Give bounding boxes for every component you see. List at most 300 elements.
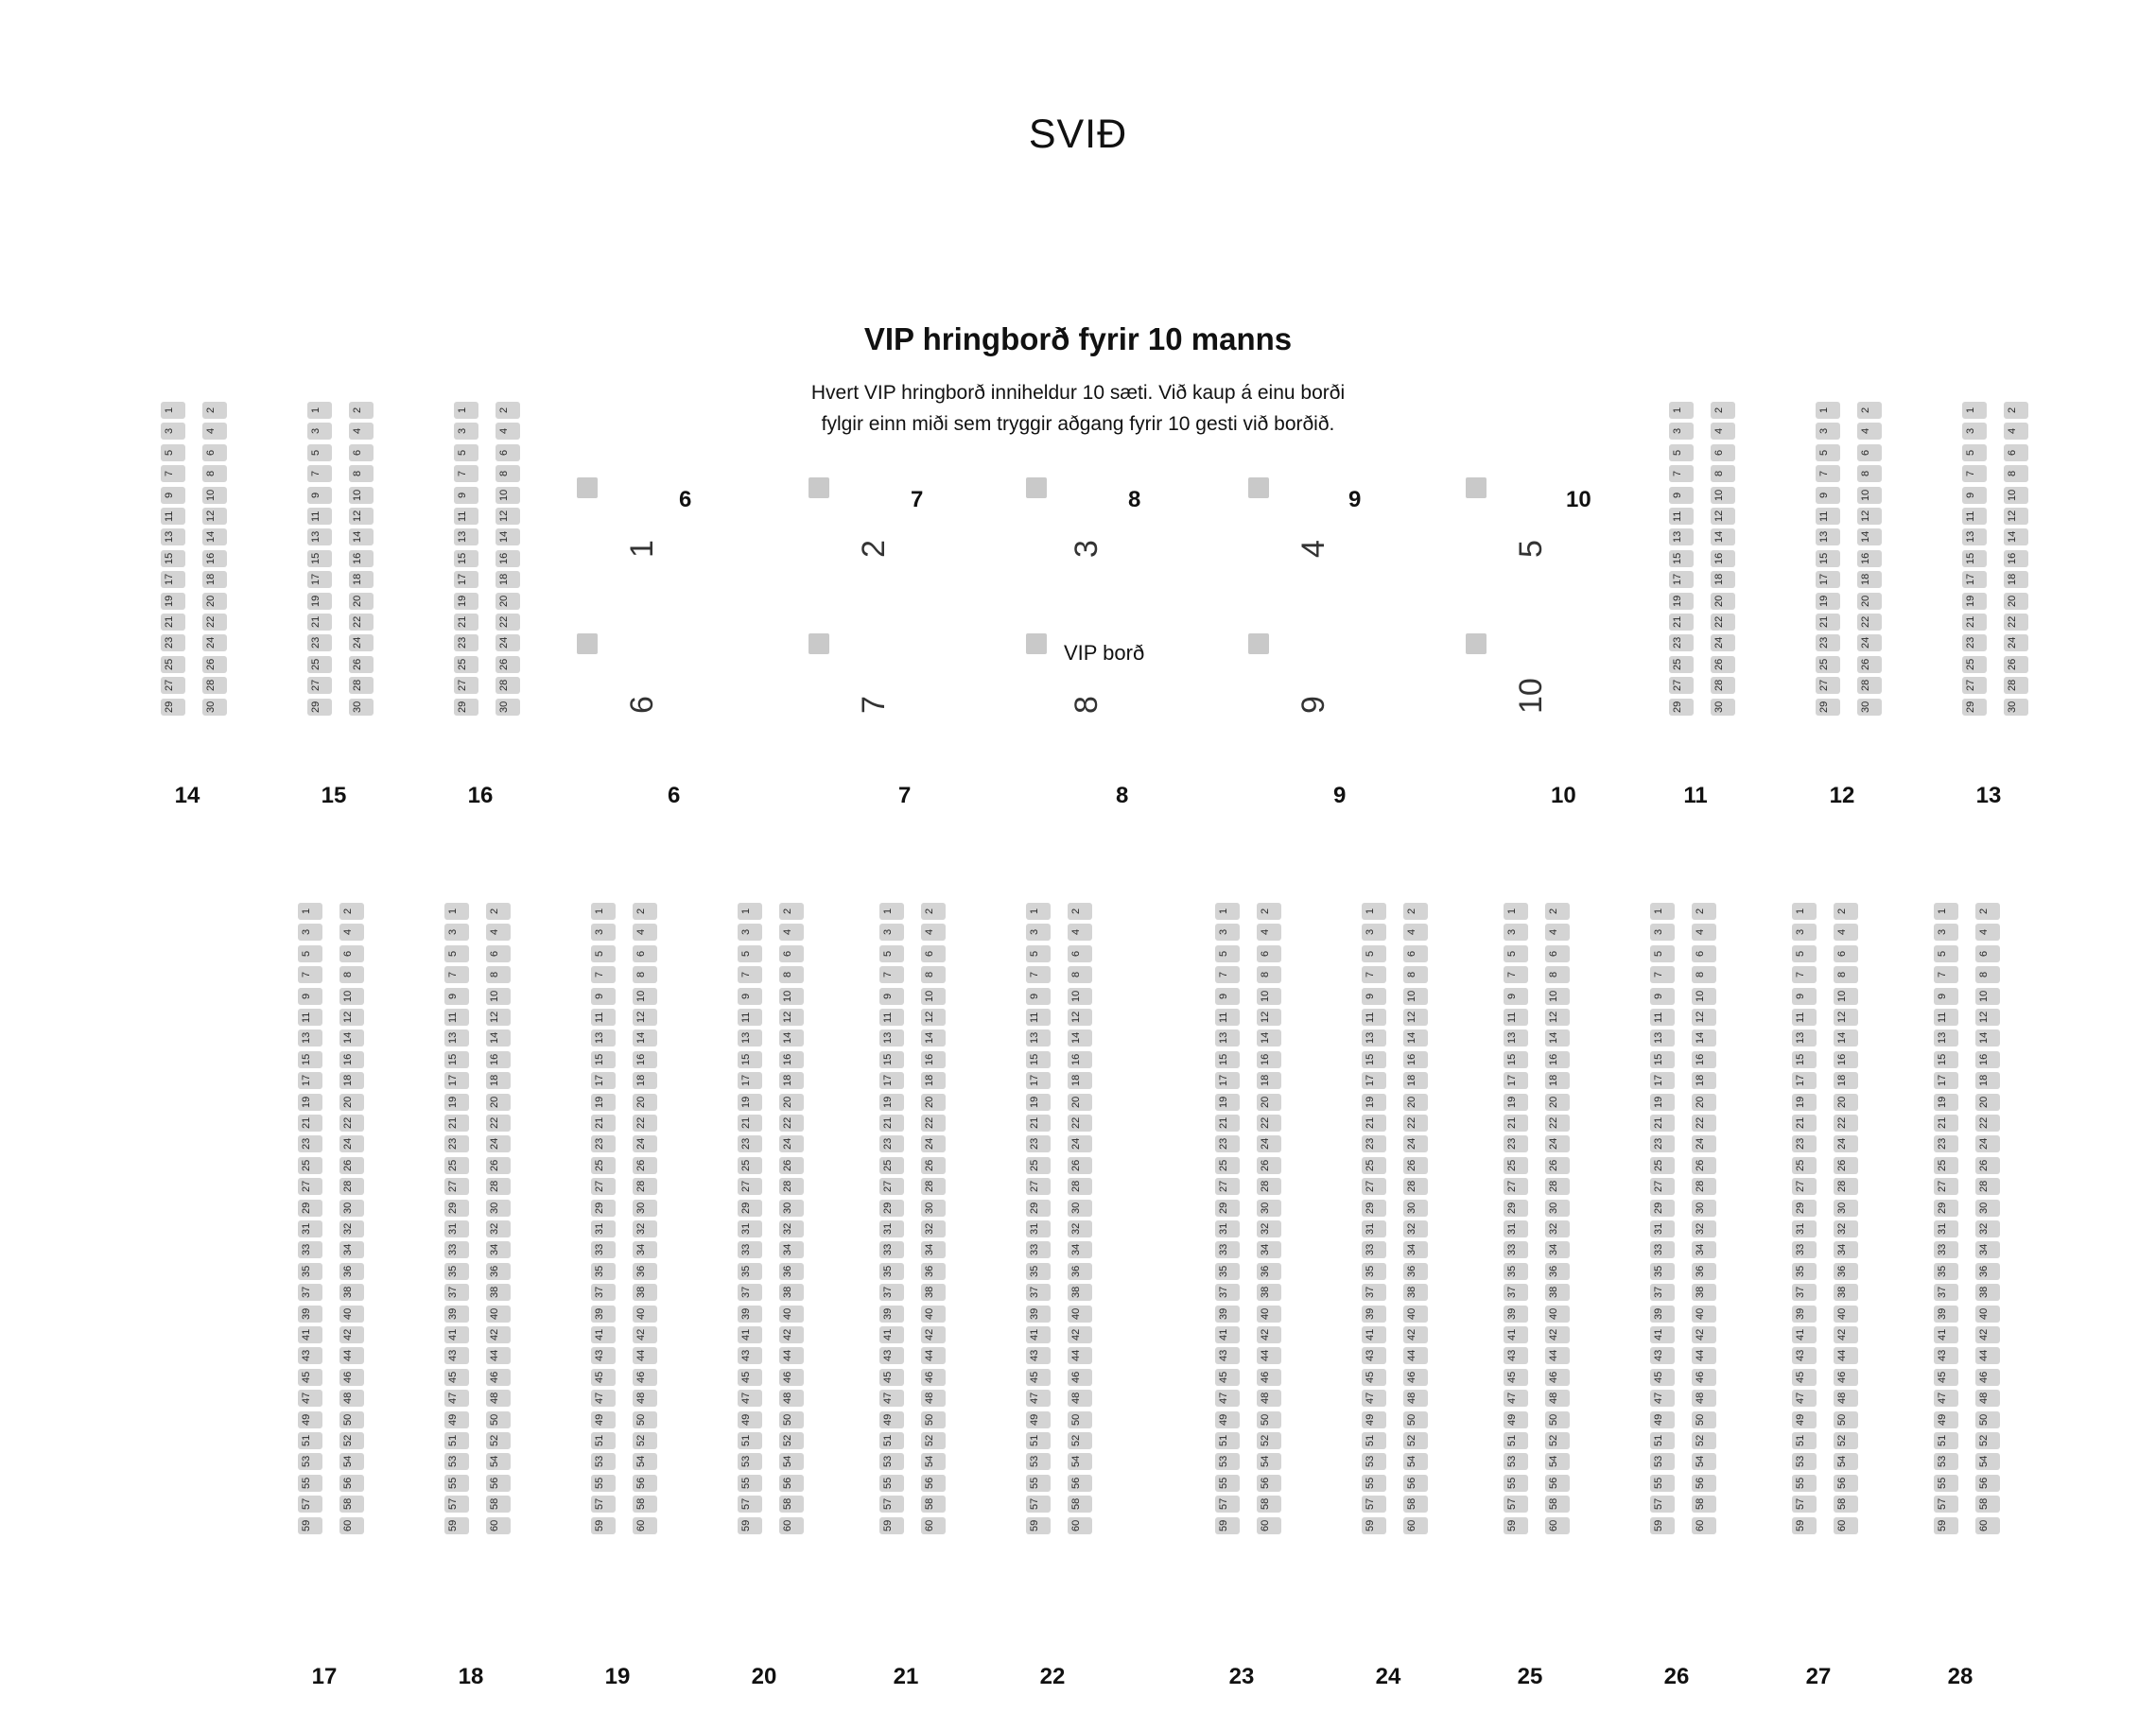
seat[interactable]: 39 (738, 1306, 762, 1323)
seat[interactable]: 29 (1026, 1200, 1051, 1217)
seat[interactable]: 21 (738, 1115, 762, 1132)
seat[interactable]: 12 (496, 508, 520, 525)
seat[interactable]: 13 (591, 1029, 616, 1047)
seat[interactable]: 27 (738, 1178, 762, 1195)
seat[interactable]: 40 (633, 1306, 657, 1323)
seat[interactable]: 29 (161, 699, 185, 716)
seat[interactable]: 60 (633, 1517, 657, 1534)
seat[interactable]: 12 (486, 1009, 511, 1026)
seat[interactable]: 43 (1215, 1347, 1240, 1364)
seat[interactable]: 14 (1545, 1029, 1570, 1047)
seat[interactable]: 27 (1816, 677, 1840, 694)
seat[interactable]: 51 (1934, 1432, 1958, 1449)
seat[interactable]: 56 (1403, 1475, 1428, 1492)
seat[interactable]: 28 (1403, 1178, 1428, 1195)
seat[interactable]: 57 (738, 1496, 762, 1513)
seat[interactable]: 39 (1026, 1306, 1051, 1323)
seat[interactable]: 50 (1834, 1411, 1858, 1428)
seat[interactable]: 44 (1692, 1347, 1716, 1364)
seat[interactable]: 18 (1545, 1072, 1570, 1089)
seat[interactable]: 9 (1026, 988, 1051, 1005)
seat[interactable]: 9 (298, 988, 322, 1005)
seat[interactable]: 7 (1934, 966, 1958, 983)
seat[interactable]: 20 (779, 1094, 804, 1111)
seat[interactable]: 4 (921, 924, 946, 941)
seat[interactable]: 31 (591, 1220, 616, 1237)
seat[interactable]: 16 (349, 550, 374, 567)
seat[interactable]: 26 (1545, 1157, 1570, 1174)
seat[interactable]: 4 (1857, 423, 1882, 440)
seat[interactable]: 38 (779, 1284, 804, 1301)
seat[interactable]: 18 (1068, 1072, 1092, 1089)
seat[interactable]: 38 (339, 1284, 364, 1301)
seat[interactable]: 4 (496, 423, 520, 440)
seat[interactable]: 8 (1711, 465, 1735, 482)
seat[interactable]: 55 (444, 1475, 469, 1492)
seat[interactable]: 58 (779, 1496, 804, 1513)
seat[interactable]: 35 (738, 1263, 762, 1280)
seat[interactable]: 4 (1403, 924, 1428, 941)
seat[interactable]: 37 (444, 1284, 469, 1301)
seat[interactable]: 21 (1792, 1115, 1817, 1132)
seat[interactable]: 7 (1650, 966, 1675, 983)
seat[interactable]: 52 (1545, 1432, 1570, 1449)
seat[interactable]: 54 (1257, 1453, 1281, 1470)
seat[interactable]: 3 (591, 924, 616, 941)
seat[interactable]: 21 (298, 1115, 322, 1132)
seat[interactable]: 9 (307, 487, 332, 504)
seat[interactable]: 49 (879, 1411, 904, 1428)
seat[interactable]: 25 (1504, 1157, 1528, 1174)
seat[interactable]: 10 (1545, 988, 1570, 1005)
seat[interactable]: 35 (1362, 1263, 1386, 1280)
seat[interactable]: 58 (1692, 1496, 1716, 1513)
seat[interactable]: 5 (1816, 444, 1840, 461)
seat[interactable]: 3 (1816, 423, 1840, 440)
seat[interactable]: 7 (298, 966, 322, 983)
seat[interactable]: 58 (1257, 1496, 1281, 1513)
seat[interactable]: 29 (298, 1200, 322, 1217)
seat[interactable]: 60 (486, 1517, 511, 1534)
seat[interactable]: 21 (1362, 1115, 1386, 1132)
seat[interactable]: 29 (738, 1200, 762, 1217)
seat[interactable]: 31 (1650, 1220, 1675, 1237)
seat[interactable]: 12 (1857, 508, 1882, 525)
seat[interactable]: 42 (921, 1326, 946, 1343)
seat[interactable]: 4 (1711, 423, 1735, 440)
seat[interactable]: 57 (1215, 1496, 1240, 1513)
seat[interactable]: 22 (1857, 614, 1882, 631)
seat[interactable]: 4 (1975, 924, 2000, 941)
seat[interactable]: 3 (738, 924, 762, 941)
seat[interactable]: 40 (779, 1306, 804, 1323)
seat[interactable]: 51 (1504, 1432, 1528, 1449)
seat[interactable]: 30 (1857, 699, 1882, 716)
seat[interactable]: 24 (921, 1135, 946, 1152)
seat[interactable]: 50 (1975, 1411, 2000, 1428)
seat[interactable]: 34 (1068, 1241, 1092, 1258)
seat[interactable]: 10 (1834, 988, 1858, 1005)
seat[interactable]: 17 (879, 1072, 904, 1089)
seat[interactable]: 10 (633, 988, 657, 1005)
seat[interactable]: 57 (1026, 1496, 1051, 1513)
seat[interactable]: 44 (486, 1347, 511, 1364)
seat[interactable]: 39 (1650, 1306, 1675, 1323)
seat[interactable]: 9 (1504, 988, 1528, 1005)
seat[interactable]: 22 (496, 614, 520, 631)
seat[interactable]: 5 (1650, 945, 1675, 962)
seat[interactable]: 56 (1975, 1475, 2000, 1492)
vip-table-marker[interactable] (808, 477, 829, 498)
seat[interactable]: 33 (879, 1241, 904, 1258)
seat[interactable]: 26 (1975, 1157, 2000, 1174)
seat[interactable]: 19 (1669, 593, 1694, 610)
seat[interactable]: 49 (1650, 1411, 1675, 1428)
seat[interactable]: 18 (1403, 1072, 1428, 1089)
seat[interactable]: 29 (444, 1200, 469, 1217)
seat[interactable]: 19 (1816, 593, 1840, 610)
seat[interactable]: 1 (1792, 903, 1817, 920)
seat[interactable]: 36 (1068, 1263, 1092, 1280)
seat[interactable]: 35 (879, 1263, 904, 1280)
seat[interactable]: 14 (921, 1029, 946, 1047)
seat[interactable]: 24 (1257, 1135, 1281, 1152)
seat[interactable]: 43 (738, 1347, 762, 1364)
seat[interactable]: 47 (1934, 1390, 1958, 1407)
seat[interactable]: 23 (1362, 1135, 1386, 1152)
seat[interactable]: 52 (1068, 1432, 1092, 1449)
seat[interactable]: 32 (921, 1220, 946, 1237)
seat[interactable]: 29 (591, 1200, 616, 1217)
seat[interactable]: 42 (1975, 1326, 2000, 1343)
seat[interactable]: 51 (1215, 1432, 1240, 1449)
seat[interactable]: 20 (1257, 1094, 1281, 1111)
seat[interactable]: 19 (738, 1094, 762, 1111)
seat[interactable]: 47 (1362, 1390, 1386, 1407)
seat[interactable]: 15 (1362, 1051, 1386, 1068)
seat[interactable]: 10 (1711, 487, 1735, 504)
seat[interactable]: 56 (779, 1475, 804, 1492)
seat[interactable]: 43 (1650, 1347, 1675, 1364)
seat[interactable]: 19 (1962, 593, 1987, 610)
seat[interactable]: 59 (1362, 1517, 1386, 1534)
seat[interactable]: 52 (1403, 1432, 1428, 1449)
vip-table-marker[interactable] (1248, 477, 1269, 498)
seat[interactable]: 59 (1650, 1517, 1675, 1534)
seat[interactable]: 17 (1934, 1072, 1958, 1089)
seat[interactable]: 3 (1362, 924, 1386, 941)
seat[interactable]: 13 (738, 1029, 762, 1047)
seat[interactable]: 15 (1792, 1051, 1817, 1068)
vip-table-marker[interactable] (577, 477, 598, 498)
seat[interactable]: 30 (1403, 1200, 1428, 1217)
seat[interactable]: 28 (921, 1178, 946, 1195)
seat[interactable]: 25 (1362, 1157, 1386, 1174)
seat[interactable]: 60 (1975, 1517, 2000, 1534)
seat[interactable]: 53 (1650, 1453, 1675, 1470)
seat[interactable]: 13 (1215, 1029, 1240, 1047)
seat[interactable]: 58 (1834, 1496, 1858, 1513)
seat[interactable]: 10 (1975, 988, 2000, 1005)
seat[interactable]: 14 (2004, 528, 2028, 545)
seat[interactable]: 55 (1215, 1475, 1240, 1492)
seat[interactable]: 25 (1962, 656, 1987, 673)
seat[interactable]: 21 (454, 614, 478, 631)
vip-table-4[interactable]: 4 (1295, 540, 1331, 558)
seat[interactable]: 33 (1504, 1241, 1528, 1258)
seat[interactable]: 34 (1975, 1241, 2000, 1258)
seat[interactable]: 23 (307, 634, 332, 651)
seat[interactable]: 14 (486, 1029, 511, 1047)
seat[interactable]: 51 (1026, 1432, 1051, 1449)
seat[interactable]: 58 (1068, 1496, 1092, 1513)
seat[interactable]: 49 (1504, 1411, 1528, 1428)
seat[interactable]: 22 (1545, 1115, 1570, 1132)
seat[interactable]: 57 (298, 1496, 322, 1513)
seat[interactable]: 24 (339, 1135, 364, 1152)
seat[interactable]: 18 (1834, 1072, 1858, 1089)
seat[interactable]: 24 (349, 634, 374, 651)
seat[interactable]: 1 (738, 903, 762, 920)
seat[interactable]: 53 (1934, 1453, 1958, 1470)
vip-table-marker[interactable] (577, 633, 598, 654)
seat[interactable]: 15 (298, 1051, 322, 1068)
seat[interactable]: 27 (879, 1178, 904, 1195)
seat[interactable]: 26 (921, 1157, 946, 1174)
seat[interactable]: 44 (339, 1347, 364, 1364)
seat[interactable]: 8 (1834, 966, 1858, 983)
seat[interactable]: 19 (444, 1094, 469, 1111)
seat[interactable]: 28 (496, 677, 520, 694)
seat[interactable]: 30 (2004, 699, 2028, 716)
seat[interactable]: 8 (349, 465, 374, 482)
seat[interactable]: 8 (633, 966, 657, 983)
seat[interactable]: 29 (1362, 1200, 1386, 1217)
seat[interactable]: 9 (161, 487, 185, 504)
seat[interactable]: 60 (339, 1517, 364, 1534)
seat[interactable]: 57 (1792, 1496, 1817, 1513)
seat[interactable]: 7 (161, 465, 185, 482)
seat[interactable]: 9 (1792, 988, 1817, 1005)
seat[interactable]: 16 (496, 550, 520, 567)
seat[interactable]: 56 (1692, 1475, 1716, 1492)
seat[interactable]: 14 (1834, 1029, 1858, 1047)
seat[interactable]: 54 (1545, 1453, 1570, 1470)
seat[interactable]: 14 (633, 1029, 657, 1047)
seat[interactable]: 55 (1026, 1475, 1051, 1492)
seat[interactable]: 25 (591, 1157, 616, 1174)
seat[interactable]: 20 (1068, 1094, 1092, 1111)
seat[interactable]: 16 (2004, 550, 2028, 567)
seat[interactable]: 11 (1792, 1009, 1817, 1026)
seat[interactable]: 16 (1403, 1051, 1428, 1068)
seat[interactable]: 11 (298, 1009, 322, 1026)
seat[interactable]: 48 (1692, 1390, 1716, 1407)
seat[interactable]: 20 (1545, 1094, 1570, 1111)
seat[interactable]: 17 (298, 1072, 322, 1089)
vip-table-marker[interactable] (1248, 633, 1269, 654)
seat[interactable]: 24 (1403, 1135, 1428, 1152)
seat[interactable]: 1 (307, 402, 332, 419)
seat[interactable]: 21 (1026, 1115, 1051, 1132)
vip-table-10[interactable]: 10 (1513, 678, 1549, 714)
seat[interactable]: 41 (298, 1326, 322, 1343)
seat[interactable]: 25 (307, 656, 332, 673)
seat[interactable]: 28 (1257, 1178, 1281, 1195)
seat[interactable]: 58 (339, 1496, 364, 1513)
seat[interactable]: 19 (1026, 1094, 1051, 1111)
seat[interactable]: 27 (298, 1178, 322, 1195)
seat[interactable]: 46 (633, 1369, 657, 1386)
seat[interactable]: 28 (486, 1178, 511, 1195)
seat[interactable]: 8 (921, 966, 946, 983)
seat[interactable]: 2 (486, 903, 511, 920)
seat[interactable]: 44 (1403, 1347, 1428, 1364)
seat[interactable]: 10 (2004, 487, 2028, 504)
seat[interactable]: 53 (1026, 1453, 1051, 1470)
seat[interactable]: 17 (1816, 571, 1840, 588)
seat[interactable]: 3 (879, 924, 904, 941)
seat[interactable]: 54 (1834, 1453, 1858, 1470)
seat[interactable]: 4 (1545, 924, 1570, 941)
seat[interactable]: 50 (1403, 1411, 1428, 1428)
seat[interactable]: 16 (1711, 550, 1735, 567)
seat[interactable]: 6 (2004, 444, 2028, 461)
seat[interactable]: 52 (339, 1432, 364, 1449)
seat[interactable]: 56 (1834, 1475, 1858, 1492)
seat[interactable]: 29 (454, 699, 478, 716)
vip-table-5[interactable]: 5 (1513, 540, 1549, 558)
seat[interactable]: 10 (1403, 988, 1428, 1005)
seat[interactable]: 37 (1026, 1284, 1051, 1301)
seat[interactable]: 15 (454, 550, 478, 567)
seat[interactable]: 7 (1816, 465, 1840, 482)
seat[interactable]: 46 (1403, 1369, 1428, 1386)
seat[interactable]: 55 (1650, 1475, 1675, 1492)
seat[interactable]: 11 (1026, 1009, 1051, 1026)
seat[interactable]: 23 (1816, 634, 1840, 651)
vip-table-marker[interactable] (1466, 633, 1487, 654)
seat[interactable]: 60 (921, 1517, 946, 1534)
seat[interactable]: 39 (298, 1306, 322, 1323)
seat[interactable]: 18 (921, 1072, 946, 1089)
seat[interactable]: 30 (1068, 1200, 1092, 1217)
seat[interactable]: 37 (1504, 1284, 1528, 1301)
seat[interactable]: 15 (1962, 550, 1987, 567)
seat[interactable]: 46 (1545, 1369, 1570, 1386)
seat[interactable]: 5 (444, 945, 469, 962)
seat[interactable]: 12 (1403, 1009, 1428, 1026)
seat[interactable]: 23 (161, 634, 185, 651)
seat[interactable]: 44 (921, 1347, 946, 1364)
seat[interactable]: 39 (591, 1306, 616, 1323)
seat[interactable]: 11 (738, 1009, 762, 1026)
seat[interactable]: 3 (1650, 924, 1675, 941)
seat[interactable]: 42 (633, 1326, 657, 1343)
seat[interactable]: 9 (1934, 988, 1958, 1005)
seat[interactable]: 25 (1792, 1157, 1817, 1174)
vip-table-marker[interactable] (1026, 633, 1047, 654)
seat[interactable]: 22 (1692, 1115, 1716, 1132)
seat[interactable]: 41 (879, 1326, 904, 1343)
seat[interactable]: 3 (1962, 423, 1987, 440)
seat[interactable]: 36 (1545, 1263, 1570, 1280)
seat[interactable]: 8 (1068, 966, 1092, 983)
seat[interactable]: 32 (1834, 1220, 1858, 1237)
seat[interactable]: 53 (1792, 1453, 1817, 1470)
seat[interactable]: 40 (1257, 1306, 1281, 1323)
seat[interactable]: 18 (349, 571, 374, 588)
seat[interactable]: 27 (591, 1178, 616, 1195)
seat[interactable]: 11 (591, 1009, 616, 1026)
seat[interactable]: 40 (1834, 1306, 1858, 1323)
seat[interactable]: 25 (1669, 656, 1694, 673)
seat[interactable]: 8 (202, 465, 227, 482)
seat[interactable]: 50 (339, 1411, 364, 1428)
seat[interactable]: 3 (1026, 924, 1051, 941)
seat[interactable]: 33 (1362, 1241, 1386, 1258)
seat[interactable]: 36 (486, 1263, 511, 1280)
seat[interactable]: 18 (779, 1072, 804, 1089)
seat[interactable]: 25 (1215, 1157, 1240, 1174)
seat[interactable]: 28 (202, 677, 227, 694)
seat[interactable]: 43 (1934, 1347, 1958, 1364)
seat[interactable]: 6 (339, 945, 364, 962)
seat[interactable]: 7 (1504, 966, 1528, 983)
seat[interactable]: 23 (1934, 1135, 1958, 1152)
seat[interactable]: 40 (921, 1306, 946, 1323)
seat[interactable]: 12 (202, 508, 227, 525)
seat[interactable]: 53 (1362, 1453, 1386, 1470)
seat[interactable]: 16 (486, 1051, 511, 1068)
seat[interactable]: 35 (1215, 1263, 1240, 1280)
seat[interactable]: 11 (454, 508, 478, 525)
seat[interactable]: 45 (1504, 1369, 1528, 1386)
seat[interactable]: 31 (1792, 1220, 1817, 1237)
seat[interactable]: 56 (339, 1475, 364, 1492)
seat[interactable]: 58 (486, 1496, 511, 1513)
seat[interactable]: 19 (1362, 1094, 1386, 1111)
seat[interactable]: 21 (591, 1115, 616, 1132)
seat[interactable]: 36 (1257, 1263, 1281, 1280)
seat[interactable]: 33 (1650, 1241, 1675, 1258)
seat[interactable]: 47 (591, 1390, 616, 1407)
seat[interactable]: 3 (161, 423, 185, 440)
seat[interactable]: 17 (1650, 1072, 1675, 1089)
seat[interactable]: 1 (1362, 903, 1386, 920)
seat[interactable]: 38 (1834, 1284, 1858, 1301)
seat[interactable]: 26 (1692, 1157, 1716, 1174)
seat[interactable]: 60 (779, 1517, 804, 1534)
seat[interactable]: 57 (879, 1496, 904, 1513)
vip-table-9[interactable]: 9 (1295, 696, 1331, 714)
seat[interactable]: 32 (1257, 1220, 1281, 1237)
seat[interactable]: 30 (339, 1200, 364, 1217)
seat[interactable]: 36 (339, 1263, 364, 1280)
seat[interactable]: 11 (1816, 508, 1840, 525)
seat[interactable]: 11 (1362, 1009, 1386, 1026)
seat[interactable]: 40 (339, 1306, 364, 1323)
seat[interactable]: 25 (444, 1157, 469, 1174)
seat[interactable]: 60 (1692, 1517, 1716, 1534)
seat[interactable]: 2 (1403, 903, 1428, 920)
seat[interactable]: 41 (1792, 1326, 1817, 1343)
seat[interactable]: 31 (1215, 1220, 1240, 1237)
seat[interactable]: 33 (591, 1241, 616, 1258)
seat[interactable]: 30 (1692, 1200, 1716, 1217)
seat[interactable]: 45 (1792, 1369, 1817, 1386)
seat[interactable]: 46 (1257, 1369, 1281, 1386)
